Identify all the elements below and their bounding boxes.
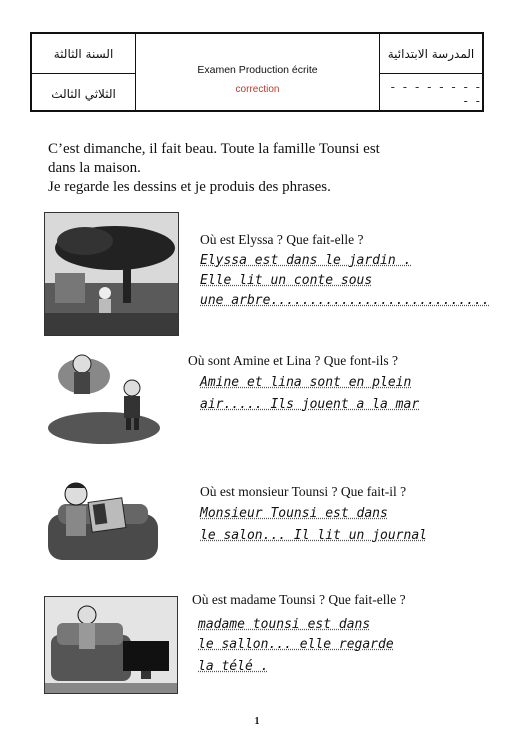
answer-4-line: la télé . [198,659,269,674]
question-2: Où sont Amine et Lina ? Que font-ils ? [188,353,398,368]
answer-3-line: le salon... Il lit un journal [200,528,427,543]
header-left-cell [32,34,136,110]
answer-3-line: Monsieur Tounsi est dans [200,506,388,521]
father-reading-picture [44,474,162,570]
answer-2-line: air..... Ils jouent a la mar [200,397,420,412]
answer-2-line: Amine et lina sont en plein [200,375,412,390]
answer-1-line: Elle lit un conte sous [200,273,373,288]
header-right-cell [380,34,482,110]
answer-1-line: une arbre............................ [200,293,490,308]
page-number: 1 [254,716,260,727]
exam-title: Examen Production écrite [197,64,318,76]
children-playing-picture [44,346,164,446]
header-term: الثلاثي الثالث [51,86,116,101]
header-school: المدرسة الابتدائية [380,34,482,74]
intro-line: C’est dimanche, il fait beau. Toute la famille Tounsi est [48,141,380,157]
answer-1-line: Elyssa est dans le jardin . [200,253,412,268]
question-4: Où est madame Tounsi ? Que fait-elle ? [192,592,406,607]
exam-header [30,32,484,112]
intro-line: dans la maison. [48,160,141,176]
garden-tree-picture [44,212,179,336]
header-title-cell [136,34,380,110]
intro-text [48,140,468,197]
header-school-name-blank: - - - - - - - - - - [390,79,482,108]
intro-line: Je regarde les dessins et je produis des phrases. [48,179,331,195]
answer-4-line: le sallon... elle regarde [198,637,394,652]
header-grade: السنة الثالثة [32,34,135,74]
exam-subtitle: correction [235,84,280,95]
question-3: Où est monsieur Tounsi ? Que fait-il ? [200,484,407,499]
answer-4-line: madame tounsi est dans [198,617,371,632]
mother-watching-tv-picture [44,596,178,694]
question-1: Où est Elyssa ? Que fait-elle ? [200,232,364,247]
